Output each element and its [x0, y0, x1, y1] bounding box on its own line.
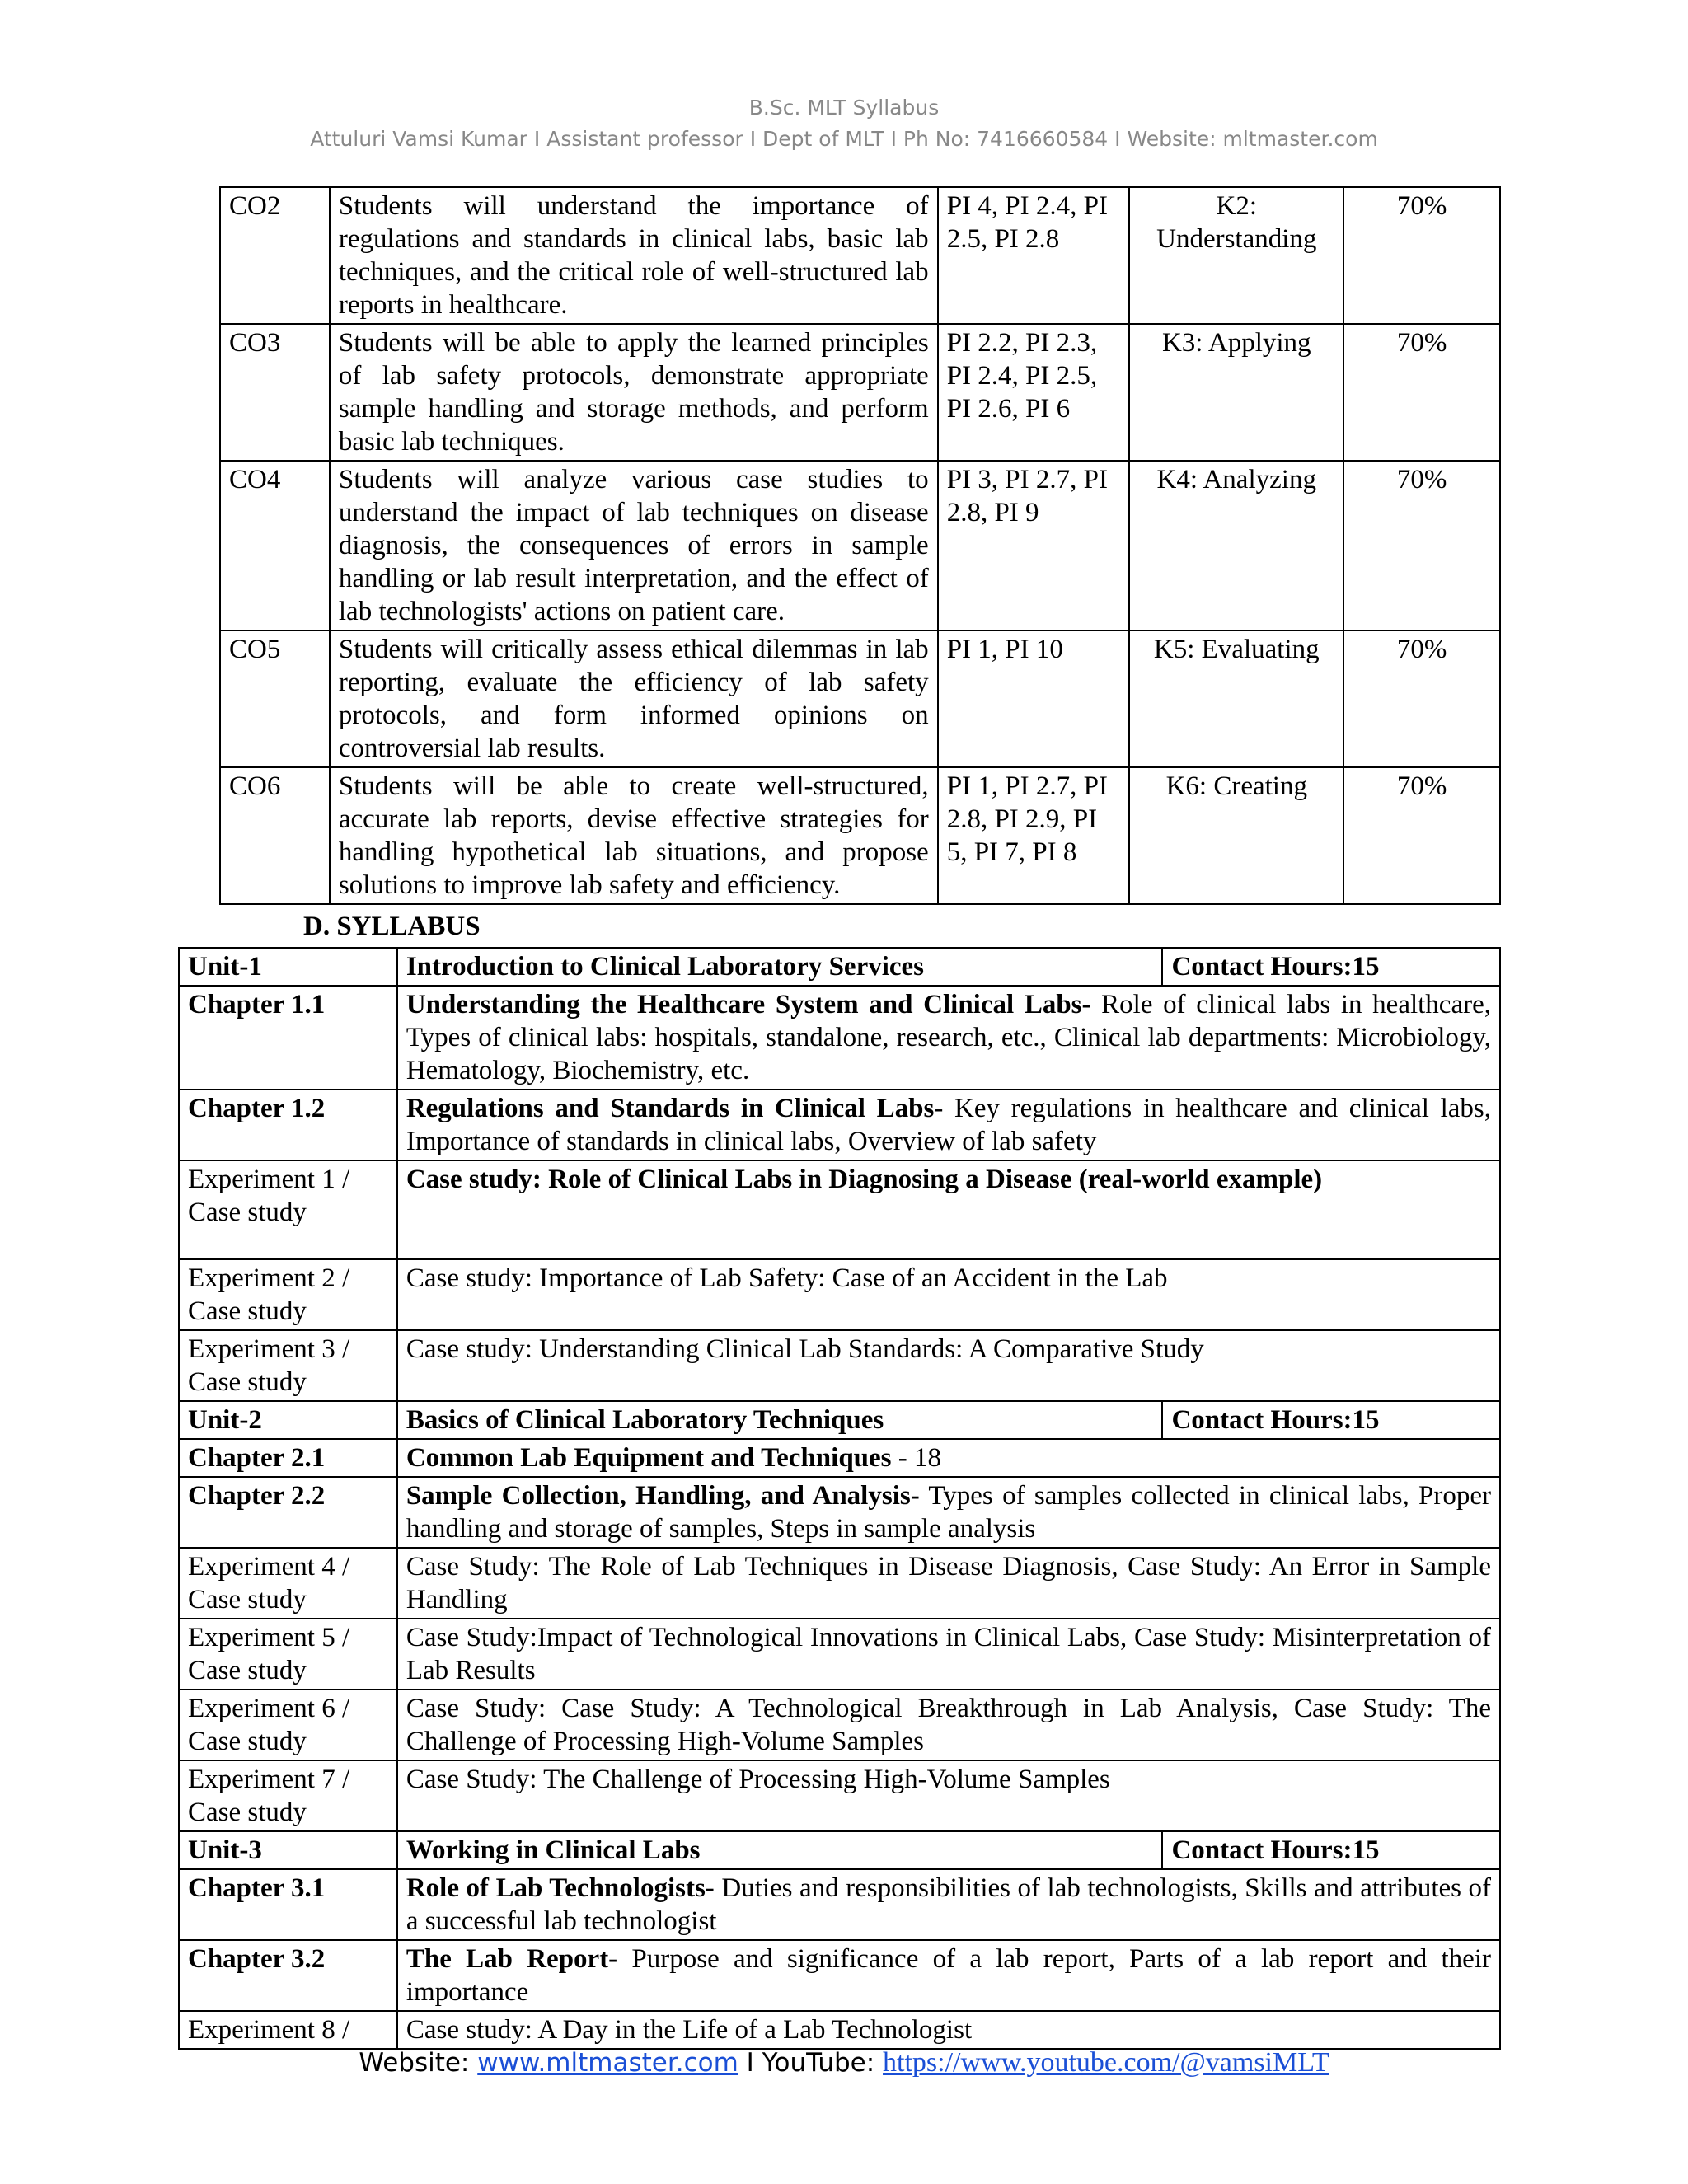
chapter-content: [397, 1940, 1500, 2011]
unit-row: [179, 948, 1500, 986]
experiment-text: Case Study: The Challenge of Processing High-Volume Samples: [397, 1760, 1500, 1831]
experiment-label: Experiment 8 /: [179, 2011, 397, 2049]
chapter-heading: Common Lab Equipment and Techniques: [406, 1443, 892, 1473]
chapter-heading: The Lab Report-: [406, 1944, 618, 1974]
chapter-label: Chapter 2.1: [179, 1439, 397, 1477]
co-target: 70%: [1343, 767, 1500, 904]
table-row: [220, 630, 1500, 767]
table-row: [220, 324, 1500, 461]
experiment-text: Case study: Importance of Lab Safety: Case of an Accident in the Lab: [397, 1259, 1500, 1330]
chapter-body: - 18: [891, 1443, 942, 1473]
co-id: CO5: [220, 630, 330, 767]
chapter-heading: Sample Collection, Handling, and Analysis-: [406, 1481, 920, 1511]
page-footer: [0, 2047, 1688, 2079]
footer-website-label: Website:: [359, 2048, 478, 2078]
experiment-label: Experiment 1 / Case study: [179, 1160, 397, 1259]
co-id: CO4: [220, 461, 330, 630]
co-level: K3: Applying: [1129, 324, 1343, 461]
section-title: D. SYLLABUS: [303, 912, 481, 941]
co-pi: PI 3, PI 2.7, PI 2.8, PI 9: [938, 461, 1130, 630]
co-id: CO3: [220, 324, 330, 461]
chapter-row: [179, 1940, 1500, 2011]
unit-hours: Contact Hours:15: [1162, 1831, 1500, 1869]
experiment-text: Case study: A Day in the Life of a Lab Technologist: [397, 2011, 1500, 2049]
course-outcomes-table: [219, 186, 1501, 905]
co-target: 70%: [1343, 187, 1500, 324]
co-target: 70%: [1343, 461, 1500, 630]
experiment-label: Experiment 6 / Case study: [179, 1690, 397, 1760]
experiment-label: Experiment 5 / Case study: [179, 1619, 397, 1690]
chapter-label: Chapter 1.2: [179, 1090, 397, 1160]
syllabus-table: [178, 947, 1501, 2050]
chapter-body: Role of clinical labs in healthcare, Types of clinical labs: hospitals, standalone, research, etc., Clinical lab departments: Microbiology, Hematology, Biochemistry, etc.: [406, 990, 1491, 1085]
experiment-row: [179, 1690, 1500, 1760]
co-id: CO6: [220, 767, 330, 904]
experiment-label: Experiment 2 / Case study: [179, 1259, 397, 1330]
unit-label: Unit-1: [179, 948, 397, 986]
chapter-body: Duties and responsibilities of lab technologists, Skills and attributes of a successful lab technologist: [406, 1873, 1492, 1936]
experiment-text: Case study: Understanding Clinical Lab Standards: A Comparative Study: [397, 1330, 1500, 1401]
experiment-text: Case Study: The Role of Lab Techniques in Disease Diagnosis, Case Study: An Error in Sample Handling: [397, 1548, 1500, 1619]
chapter-row: [179, 1439, 1500, 1477]
table-row: [220, 461, 1500, 630]
experiment-row: [179, 2011, 1500, 2049]
co-pi: PI 2.2, PI 2.3, PI 2.4, PI 2.5, PI 2.6, PI 6: [938, 324, 1130, 461]
experiment-row: [179, 1619, 1500, 1690]
chapter-content: [397, 1869, 1500, 1940]
chapter-row: [179, 1090, 1500, 1160]
co-description: Students will critically assess ethical dilemmas in lab reporting, evaluate the efficiency of lab safety protocols, and form informed opinions on controversial lab results.: [330, 630, 938, 767]
chapter-body: Types of samples collected in clinical labs, Proper handling and storage of samples, Steps in sample analysis: [406, 1481, 1491, 1544]
unit-row: [179, 1401, 1500, 1439]
chapter-content: [397, 1477, 1500, 1548]
chapter-label: Chapter 1.1: [179, 986, 397, 1090]
experiment-label: Experiment 7 / Case study: [179, 1760, 397, 1831]
chapter-label: Chapter 3.2: [179, 1940, 397, 2011]
header-title: B.Sc. MLT Syllabus: [748, 96, 940, 120]
header-author-line: Attuluri Vamsi Kumar I Assistant professor I Dept of MLT I Ph No: 7416660584 I Website: mltmaster.com: [310, 127, 1378, 151]
chapter-row: [179, 986, 1500, 1090]
experiment-row: [179, 1160, 1500, 1259]
co-pi: PI 4, PI 2.4, PI 2.5, PI 2.8: [938, 187, 1130, 324]
unit-row: [179, 1831, 1500, 1869]
chapter-content: [397, 1090, 1500, 1160]
experiment-text: Case Study: Case Study: A Technological Breakthrough in Lab Analysis, Case Study: The Challenge of Processing High-Volume Samples: [397, 1690, 1500, 1760]
co-level: K6: Creating: [1129, 767, 1343, 904]
table-row: [220, 187, 1500, 324]
co-level: K5: Evaluating: [1129, 630, 1343, 767]
unit-label: Unit-2: [179, 1401, 397, 1439]
co-description: Students will understand the importance of regulations and standards in clinical labs, basic lab techniques, and the critical role of well-structured lab reports in healthcare.: [330, 187, 938, 324]
co-description: Students will be able to apply the learned principles of lab safety protocols, demonstrate appropriate sample handling and storage methods, and perform basic lab techniques.: [330, 324, 938, 461]
experiment-label: Experiment 4 / Case study: [179, 1548, 397, 1619]
chapter-heading: Regulations and Standards in Clinical Labs: [406, 1094, 935, 1123]
co-target: 70%: [1343, 324, 1500, 461]
website-link[interactable]: www.mltmaster.com: [477, 2048, 738, 2078]
chapter-heading: Role of Lab Technologists-: [406, 1873, 715, 1903]
unit-label: Unit-3: [179, 1831, 397, 1869]
youtube-link[interactable]: https://www.youtube.com/@vamsiMLT: [883, 2047, 1329, 2078]
chapter-label: Chapter 2.2: [179, 1477, 397, 1548]
chapter-heading: Understanding the Healthcare System and Clinical Labs-: [406, 990, 1091, 1019]
co-pi: PI 1, PI 10: [938, 630, 1130, 767]
experiment-label: Experiment 3 / Case study: [179, 1330, 397, 1401]
co-description: Students will be able to create well-structured, accurate lab reports, devise effective strategies for handling hypothetical lab situations, and propose solutions to improve lab safety and efficiency.: [330, 767, 938, 904]
unit-title: Introduction to Clinical Laboratory Services: [397, 948, 1163, 986]
experiment-row: [179, 1259, 1500, 1330]
chapter-body: - Key regulations in healthcare and clinical labs, Importance of standards in clinical labs, Overview of lab safety: [406, 1094, 1491, 1156]
page-header: [0, 92, 1688, 155]
co-level: K4: Analyzing: [1129, 461, 1343, 630]
co-description: Students will analyze various case studies to understand the impact of lab techniques on disease diagnosis, the consequences of errors in sample handling or lab result interpretation, and the effect of lab technologists' actions on patient care.: [330, 461, 938, 630]
co-id: CO2: [220, 187, 330, 324]
experiment-row: [179, 1548, 1500, 1619]
chapter-content: [397, 1439, 1500, 1477]
experiment-row: [179, 1760, 1500, 1831]
co-pi: PI 1, PI 2.7, PI 2.8, PI 2.9, PI 5, PI 7, PI 8: [938, 767, 1130, 904]
chapter-row: [179, 1869, 1500, 1940]
co-target: 70%: [1343, 630, 1500, 767]
unit-title: Basics of Clinical Laboratory Techniques: [397, 1401, 1163, 1439]
unit-title: Working in Clinical Labs: [397, 1831, 1163, 1869]
chapter-label: Chapter 3.1: [179, 1869, 397, 1940]
chapter-body: Purpose and significance of a lab report, Parts of a lab report and their importance: [406, 1944, 1491, 2007]
unit-hours: Contact Hours:15: [1162, 948, 1500, 986]
experiment-text: Case study: Role of Clinical Labs in Diagnosing a Disease (real-world example): [397, 1160, 1500, 1259]
experiment-row: [179, 1330, 1500, 1401]
co-level: K2: Understanding: [1129, 187, 1343, 324]
experiment-text: Case Study:Impact of Technological Innovations in Clinical Labs, Case Study: Misinterpretation of Lab Results: [397, 1619, 1500, 1690]
chapter-row: [179, 1477, 1500, 1548]
unit-hours: Contact Hours:15: [1162, 1401, 1500, 1439]
chapter-content: [397, 986, 1500, 1090]
footer-youtube-label: I YouTube:: [738, 2048, 884, 2078]
table-row: [220, 767, 1500, 904]
